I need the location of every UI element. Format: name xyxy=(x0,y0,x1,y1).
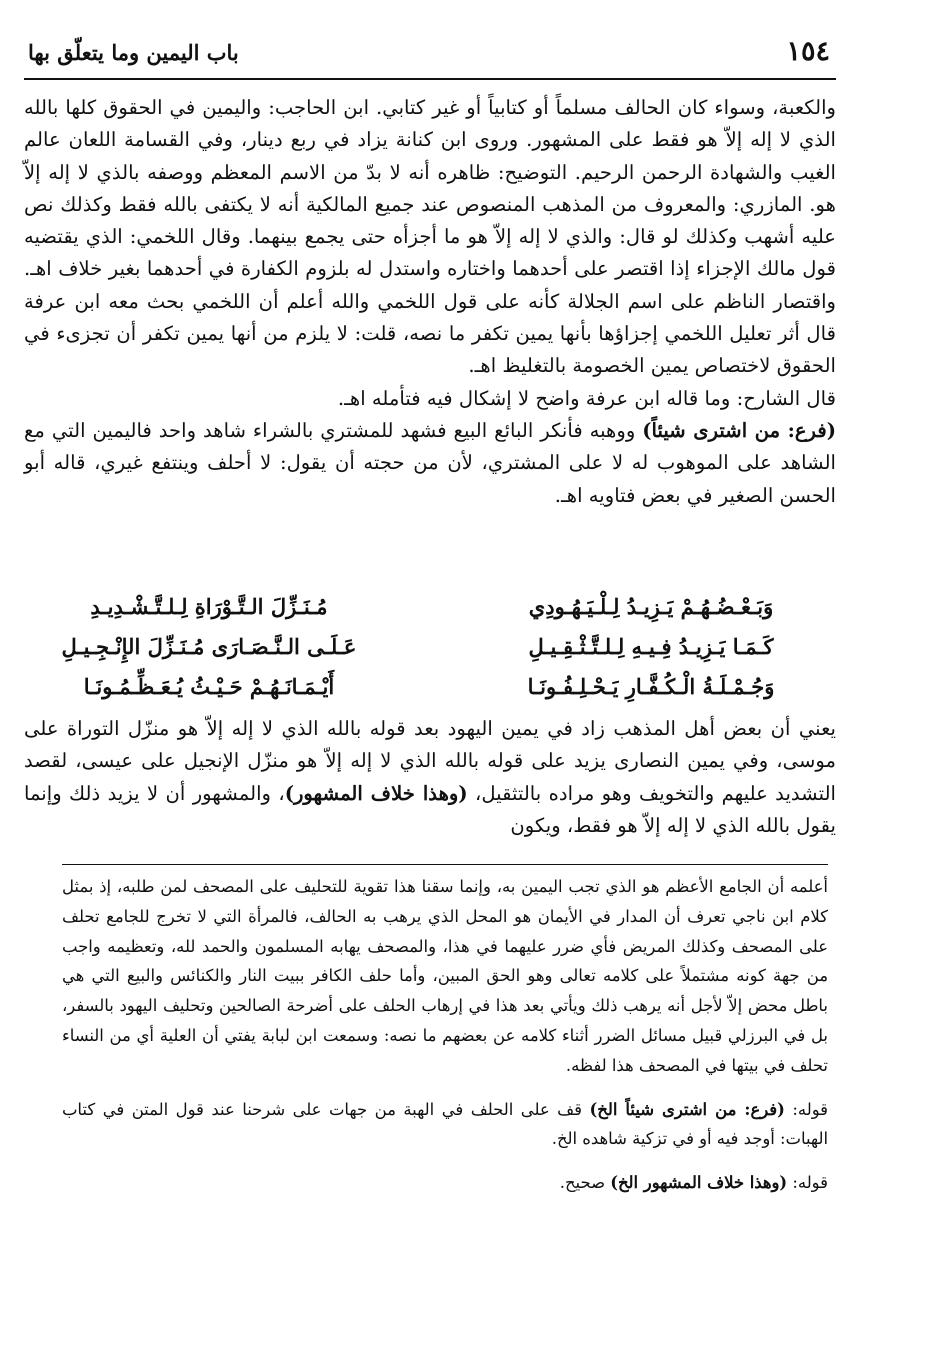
footnotes xyxy=(62,872,828,1198)
page-number: ١٥٤ xyxy=(786,36,830,67)
paragraph-3-heading: (فرع: من اشترى شيئاً) xyxy=(642,418,836,442)
footnote-2 xyxy=(62,1095,828,1155)
running-title: باب اليمين وما يتعلّق بها xyxy=(28,40,239,65)
footnote-3-bold: (وهذا خلاف المشهور الخ) xyxy=(610,1173,788,1193)
verse-hemistich-right: وَبَـعْـضُـهُـمْ يَـزِيـدُ لِـلْـيَـهُـودِي xyxy=(528,594,774,619)
paragraph-3 xyxy=(24,415,836,512)
verse-hemistich-left: مُـنَـزِّلَ الـتَّـوْرَاةِ لِـلـتَّـشْـدِيـدِ xyxy=(90,594,328,619)
verse-line xyxy=(24,630,836,670)
verse-hemistich-left: أَيْـمَـانَـهُـمْ حَـيْـثُ يُـعَـظِّـمُـونَـا xyxy=(83,674,335,699)
verse-block xyxy=(24,590,836,710)
verse-hemistich-right: كَـمَـا يَـزِيـدُ فِـيـهِ لِـلـتَّـثْـقِـيـلِ xyxy=(528,634,774,659)
main-text xyxy=(24,92,836,512)
footnote-2-prefix: قوله: xyxy=(784,1099,828,1119)
footnote-2-text: قف على الحلف في الهبة من جهات على شرحنا عند قول المتن في كتاب الهبات: أوجد فيه أو في تزكية شاهده الخ. xyxy=(62,1099,828,1149)
footnote-3-text: صحيح. xyxy=(559,1173,611,1193)
footnote-3 xyxy=(62,1168,828,1198)
commentary-text-b: ، والمشهور أن لا يزيد ذلك وإنما يقول بالله الذي لا إله إلاّ هو فقط، ويكون xyxy=(24,781,836,837)
footnote-2-bold: (فرع: من اشترى شيئاً الخ) xyxy=(589,1099,785,1119)
verse-hemistich-left: عَـلَـى الـنَّـصَـارَى مُـنَـزِّلَ الإِنْـجِـيـلِ xyxy=(61,634,357,659)
verse-line xyxy=(24,590,836,630)
commentary-paragraph xyxy=(24,713,836,842)
verse-line xyxy=(24,670,836,710)
commentary-text-a: يعني أن بعض أهل المذهب زاد في يمين اليهود بعد قوله بالله الذي لا إله إلاّ هو منزّل التوراة على موسى، وفي يمين النصارى يزيد على قوله بالله الذي لا إله إلاّ هو منزّل الإنجيل على عيسى، لقصد التشديد عليهم والتخويف وهو مراده بالتثقيل، xyxy=(24,717,836,805)
footnote-1: أعلمه أن الجامع الأعظم هو الذي تجب اليمين به، وإنما سقنا هذا تقوية للتحليف على المصحف لمن طلبه، إذ بمثل كلام ابن ناجي تعرف أن المدار في الأيمان هو المحل الذي يرهب به الحالف، فالمرأة التي لا تخرج للجامع تحلف على المصحف وكذلك المريض فأي ضرر عليهما في هذا، والمصحف يهابه المسلمون والحمد لله، وتعظيمه واجب من جهة كونه مشتملاً على كلامه تعالى وهو الحق المبين، وأما حلف الكافر ببيت النار والكنائس والبيع التي هي باطل محض إلاّ لأجل أنه يرهب ذلك ويأتي بعد هذا في إرهاب الحلف على أضرحة الصالحين وتحليف اليهود بالسفر، بل في البرزلي قبيل مسائل الضرر أثناء كلامه عن بعضهم ما نصه: وسمعت ابن لبابة يفتي أن العلية أي من النساء تحلف في بيتها في المصحف هذا لفظه. xyxy=(62,877,828,1075)
paragraph-1: والكعبة، وسواء كان الحالف مسلماً أو كتابياً أو غير كتابي. ابن الحاجب: واليمين في الحقوق كلها بالله الذي لا إله إلاّ هو فقط على المشهور. وروى ابن كنانة يزاد في ربع دينار، وفي القسامة اللعان عالم الغيب والشهادة الرحمن الرحيم. التوضيح: ظاهره أنه لا بدّ من الاسم المعظم ووصفه بالذي لا إله إلاّ هو. المازري: والمعروف من المذهب المنصوص عند جميع المالكية أنه لا يكتفى بالله فقط وكذلك نص عليه أشهب وكذلك لو قال: والذي لا إله إلاّ هو ما أجزأه حتى يجمع بينهما. وقال اللخمي: الذي يقتضيه قول مالك الإجزاء إذا اقتصر على أحدهما واختاره واستدل له بلزوم الكفارة في أحدهما بغير خلاف اهـ. واقتصار الناظم على اسم الجلالة كأنه على قول اللخمي والله أعلم أن اللخمي بحث معه ابن عرفة قال أثر تعليل اللخمي إجزاؤها بأنها يمين تكفر ما نصه، قلت: لا يلزم من أنها يمين تكفر أن تجزىء في الحقوق لاختصاص يمين الخصومة بالتغليظ اهـ. xyxy=(24,96,836,378)
footnote-divider xyxy=(62,864,828,865)
paragraph-3-text: ووهبه فأنكر البائع البيع فشهد للمشتري بالشراء شاهد واحد فاليمين التي مع الشاهد على الموهوب له لا على المشتري، لأن من حجته أن يقول: لا أحلف وينتفع غيري، قاله أبو الحسن الصغير في بعض فتاويه اهـ. xyxy=(24,418,836,507)
commentary-bold: (وهذا خلاف المشهور) xyxy=(284,781,468,805)
verse-hemistich-right: وَجُـمْـلَـةُ الْـكُـفَّـارِ يَـحْـلِـفُـونَـا xyxy=(527,674,775,699)
footnote-3-prefix: قوله: xyxy=(787,1173,828,1193)
paragraph-2: قال الشارح: وما قاله ابن عرفة واضح لا إشكال فيه فتأمله اهـ. xyxy=(337,386,836,410)
page-header xyxy=(24,34,836,80)
